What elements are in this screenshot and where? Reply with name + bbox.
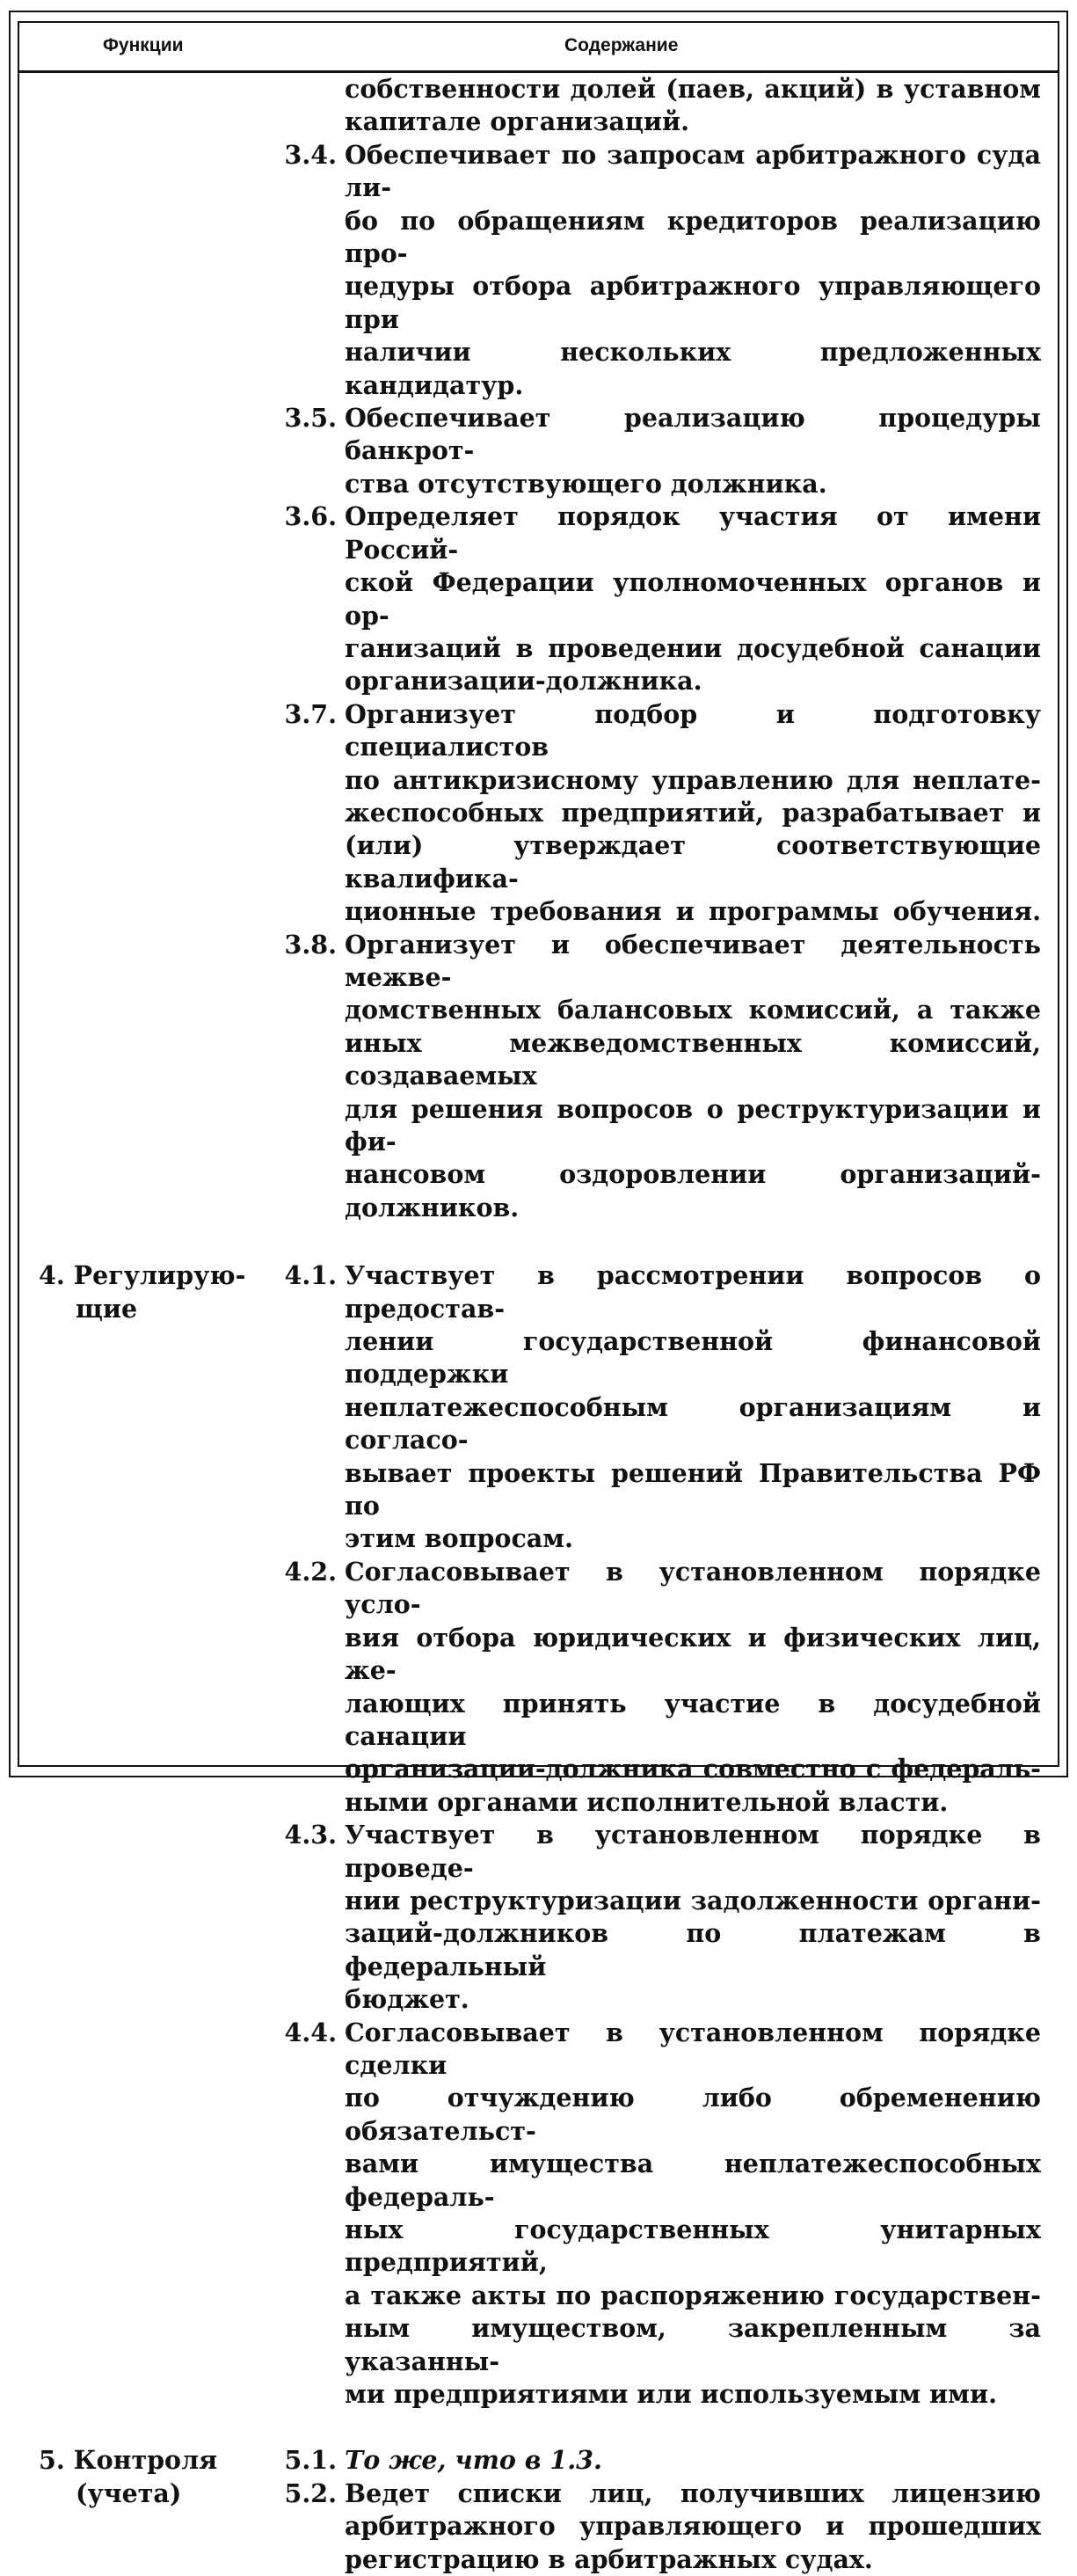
text-line: ными органами исполнительной власти. (345, 1786, 949, 1817)
item-4-3 (19, 1819, 1058, 2016)
text-line: ской Федерации уполномоченных органов и ор- (345, 567, 1041, 631)
text-line: заций-должников по платежам в федеральный (345, 1918, 1041, 1981)
text-line: вывает проекты решений Правительства РФ по (345, 1457, 1041, 1522)
item-number: 3.8. (284, 929, 337, 960)
section-5 (19, 2444, 1058, 2576)
text-line: наличии нескольких предложенных кандидатур. (345, 337, 1041, 400)
table-header (19, 23, 1058, 70)
text-line: иных межведомственных комиссий, создаваемых (345, 1027, 1041, 1091)
text-line: лении государственной финансовой поддержки (345, 1326, 1041, 1390)
item-3-6 (19, 500, 1058, 697)
item-number: 5.2. (284, 2477, 337, 2508)
header-content: Содержание (564, 35, 679, 55)
item-text (345, 1259, 1041, 1556)
section-4 (19, 1259, 1058, 2411)
text-line: организации-должника. (345, 666, 702, 697)
text-line: а также акты по распоряжению государствен- (345, 2280, 1041, 2310)
text-line: бюджет. (345, 1984, 469, 2015)
text-line: Организует и обеспечивает деятельность межве- (345, 929, 1041, 992)
item-4-2 (19, 1556, 1058, 1819)
item-3-8 (19, 929, 1058, 1225)
item-number: 3.6. (284, 501, 337, 532)
item-text (345, 1556, 1041, 1819)
text-line: ных государственных унитарных предприятий, (345, 2215, 1041, 2278)
item-text (345, 929, 1041, 1225)
text-line: цедуры отбора арбитражного управляющего при (345, 271, 1041, 334)
text-line: неплатежеспособным организациям и согласо- (345, 1391, 1041, 1456)
text-line: арбитражного управляющего и прошедших (345, 2511, 1041, 2542)
text-line: лающих принять участие в досудебной санации (345, 1688, 1041, 1751)
table-body (19, 73, 1058, 2576)
function-label-regulating (39, 1259, 245, 1325)
text-line: домственных балансовых комиссий, а также (345, 995, 1041, 1025)
text-line: ганизаций в проведении досудебной санации (345, 632, 1041, 663)
text-line: по антикризисному управлению для неплате- (345, 764, 1041, 795)
function-label-control (39, 2444, 217, 2510)
item-text (345, 1819, 1041, 2016)
text-line: Определяет порядок участия от имени Россий- (345, 501, 1041, 565)
text-line: нансовом оздоровлении организаций-должников. (345, 1159, 1041, 1222)
text-line: по отчуждению либо обременению обязательст- (345, 2083, 1041, 2146)
item-number: 4.2. (284, 1556, 337, 1587)
continuation-text (345, 73, 1041, 139)
item-text (345, 500, 1041, 697)
item-4-4 (19, 2017, 1058, 2412)
text-line: Участвует в установленном порядке в проведе- (345, 1820, 1041, 1883)
text-line: Обеспечивает по запросам арбитражного суда ли- (345, 139, 1041, 203)
item-number: 3.5. (284, 403, 337, 434)
function-label-line: щие (76, 1293, 138, 1324)
text-line: ным имуществом, закрепленным за указанны- (345, 2313, 1041, 2376)
text-line: регистрацию в арбитражных судах. (345, 2543, 873, 2574)
text-line: ми предприятиями или используемым ими. (345, 2379, 998, 2410)
text-line: бо по обращениям кредиторов реализацию про- (345, 205, 1041, 269)
item-number: 4.1. (284, 1260, 337, 1291)
text-line: вия отбора юридических и физических лиц, же- (345, 1622, 1041, 1686)
item-text (345, 139, 1041, 402)
item-text (345, 698, 1041, 929)
text-line: капитале организаций. (345, 106, 690, 137)
text-line: Участвует в рассмотрении вопросов о предостав- (345, 1260, 1041, 1324)
item-3-5 (19, 402, 1058, 500)
text-line: Обеспечивает реализацию процедуры банкрот- (345, 403, 1041, 466)
text-line: Ведет списки лиц, получивших лицензию (345, 2477, 1041, 2508)
text-line: Согласовывает в установленном порядке усло- (345, 1556, 1041, 1620)
text-line: собственности долей (паев, акций) в уставном (345, 74, 1041, 104)
function-label-line: 4. Регулирую- (39, 1260, 246, 1291)
item-number: 4.3. (284, 1820, 337, 1850)
text-line: нии реструктуризации задолженности органи- (345, 1885, 1041, 1916)
item-number: 4.4. (284, 2017, 337, 2047)
function-label-line: 5. Контроля (39, 2445, 218, 2476)
text-line: ства отсутствующего должника. (345, 468, 827, 499)
text-line: (или) утверждает соответствующие квалифика- (345, 830, 1041, 894)
header-functions: Функции (103, 35, 184, 55)
item-text (345, 2477, 1041, 2576)
item-text (345, 2017, 1041, 2412)
text-line: этим вопросам. (345, 1523, 573, 1554)
item-number: 3.4. (284, 139, 337, 170)
section-gap (19, 1224, 1058, 1259)
section-gap (19, 2411, 1058, 2444)
text-line: для решения вопросов о реструктуризации и фи- (345, 1093, 1041, 1157)
text-line: вами имущества неплатежеспособных федераль- (345, 2149, 1041, 2212)
text-line: организации-должника совместно с федераль- (345, 1754, 1041, 1784)
text-line: Организует подбор и подготовку специалистов (345, 698, 1041, 763)
text-line: ционные требования и программы обучения. (345, 896, 1041, 927)
item-number: 5.1. (284, 2445, 337, 2476)
text-line: Согласовывает в установленном порядке сделки (345, 2017, 1041, 2080)
item-3-4 (19, 139, 1058, 402)
item-3-7 (19, 698, 1058, 929)
item-text (345, 2444, 1041, 2477)
item-text (345, 402, 1041, 500)
text-line: жеспособных предприятий, разрабатывает и (345, 797, 1041, 828)
continuation-block (19, 73, 1058, 139)
item-number: 3.7. (284, 698, 337, 729)
text-line: То же, что в 1.3. (345, 2445, 602, 2476)
function-label-line: (учета) (76, 2477, 182, 2508)
